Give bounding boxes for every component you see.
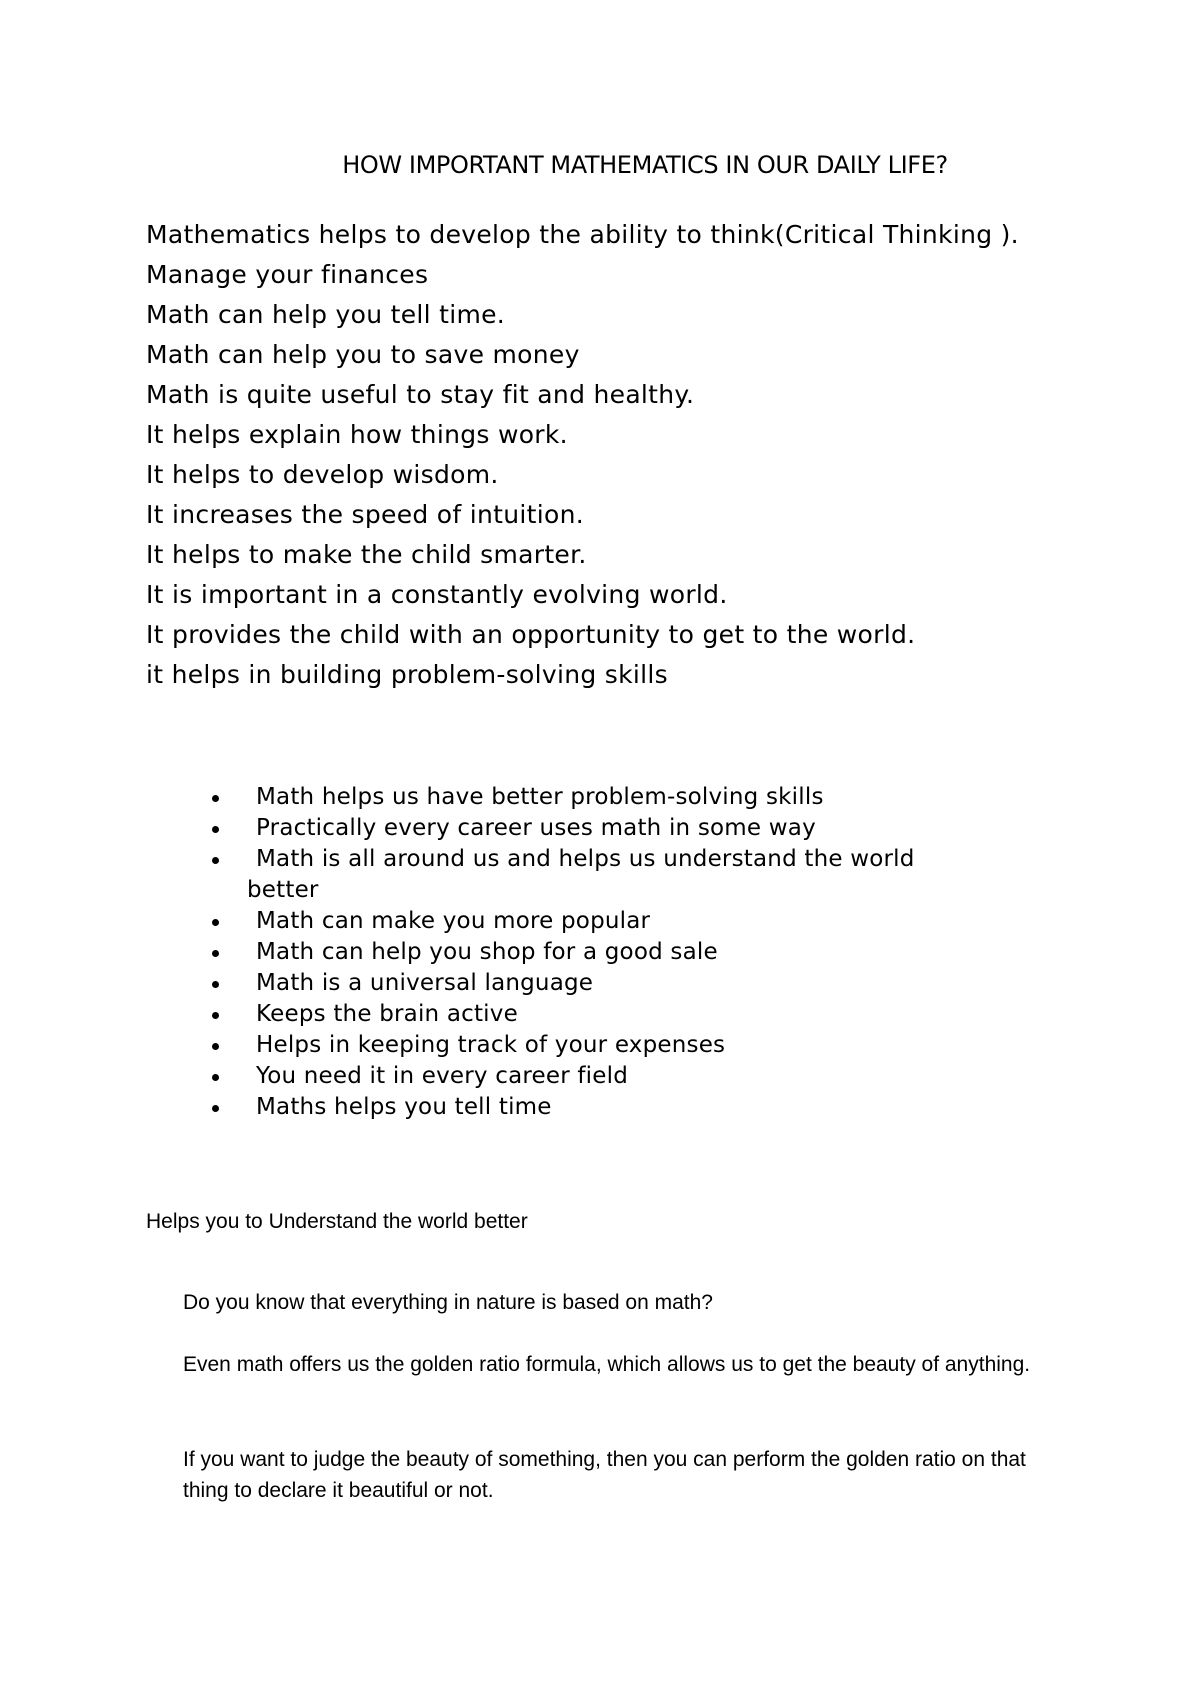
bullet-item (200, 1092, 1000, 1123)
main-point: It provides the child with an opportunity to get to the world. (146, 620, 916, 649)
main-point: Math can help you tell time. (146, 300, 506, 329)
bullet-text: Practically every career uses math in some way (256, 815, 816, 841)
bullet-dot-icon (212, 981, 219, 988)
bullet-text: Math helps us have better problem-solving skills (256, 784, 824, 810)
bullet-text: Math can make you more popular (256, 908, 651, 934)
bullet-dot-icon (212, 1074, 219, 1081)
bullet-text: Math is all around us and helps us understand the world (256, 846, 915, 872)
bullet-item (200, 1030, 1000, 1061)
paragraph: Do you know that everything in nature is based on math? (183, 1291, 713, 1314)
bullet-dot-icon (212, 919, 219, 926)
bullet-dot-icon (212, 1012, 219, 1019)
page-title: HOW IMPORTANT MATHEMATICS IN OUR DAILY LIFE? (342, 151, 948, 179)
main-point: It helps to make the child smarter. (146, 540, 587, 569)
bullet-points-list (200, 782, 1000, 1123)
section-heading: Helps you to Understand the world better (146, 1210, 528, 1233)
bullet-dot-icon (212, 950, 219, 957)
bullet-item (200, 813, 1000, 844)
paragraph: If you want to judge the beauty of something, then you can perform the golden ratio on that thing to declare it beautiful or not. (183, 1448, 1026, 1502)
bullet-text: You need it in every career field (256, 1063, 629, 1089)
paragraph: Even math offers us the golden ratio formula, which allows us to get the beauty of anything. (183, 1353, 1031, 1376)
bullet-text: Helps in keeping track of your expenses (256, 1032, 726, 1058)
main-points-list (146, 218, 1026, 698)
bullet-dot-icon (212, 826, 219, 833)
bullet-text: Math is a universal language (256, 970, 594, 996)
main-point: It is important in a constantly evolving world. (146, 580, 728, 609)
bullet-dot-icon (212, 795, 219, 802)
bullet-text-continuation: better (247, 877, 319, 903)
bullet-item (200, 782, 1000, 813)
bullet-item (200, 999, 1000, 1030)
bullet-dot-icon (212, 1105, 219, 1112)
main-point: Math can help you to save money (146, 340, 580, 369)
main-point: It helps to develop wisdom. (146, 460, 499, 489)
bullet-text: Keeps the brain active (256, 1001, 518, 1027)
bullet-item (200, 937, 1000, 968)
main-point: it helps in building problem-solving skills (146, 660, 668, 689)
main-point: It increases the speed of intuition. (146, 500, 584, 529)
main-point: Manage your finances (146, 260, 429, 289)
bullet-text: Maths helps you tell time (256, 1094, 552, 1120)
bullet-item (200, 968, 1000, 999)
main-point: It helps explain how things work. (146, 420, 568, 449)
bullet-text: Math can help you shop for a good sale (256, 939, 718, 965)
bullet-item (200, 844, 1000, 906)
main-point: Math is quite useful to stay fit and healthy. (146, 380, 695, 409)
bullet-item (200, 1061, 1000, 1092)
main-point: Mathematics helps to develop the ability to think(Critical Thinking ). (146, 220, 1019, 249)
bullet-item (200, 906, 1000, 937)
bullet-dot-icon (212, 857, 219, 864)
bullet-dot-icon (212, 1043, 219, 1050)
